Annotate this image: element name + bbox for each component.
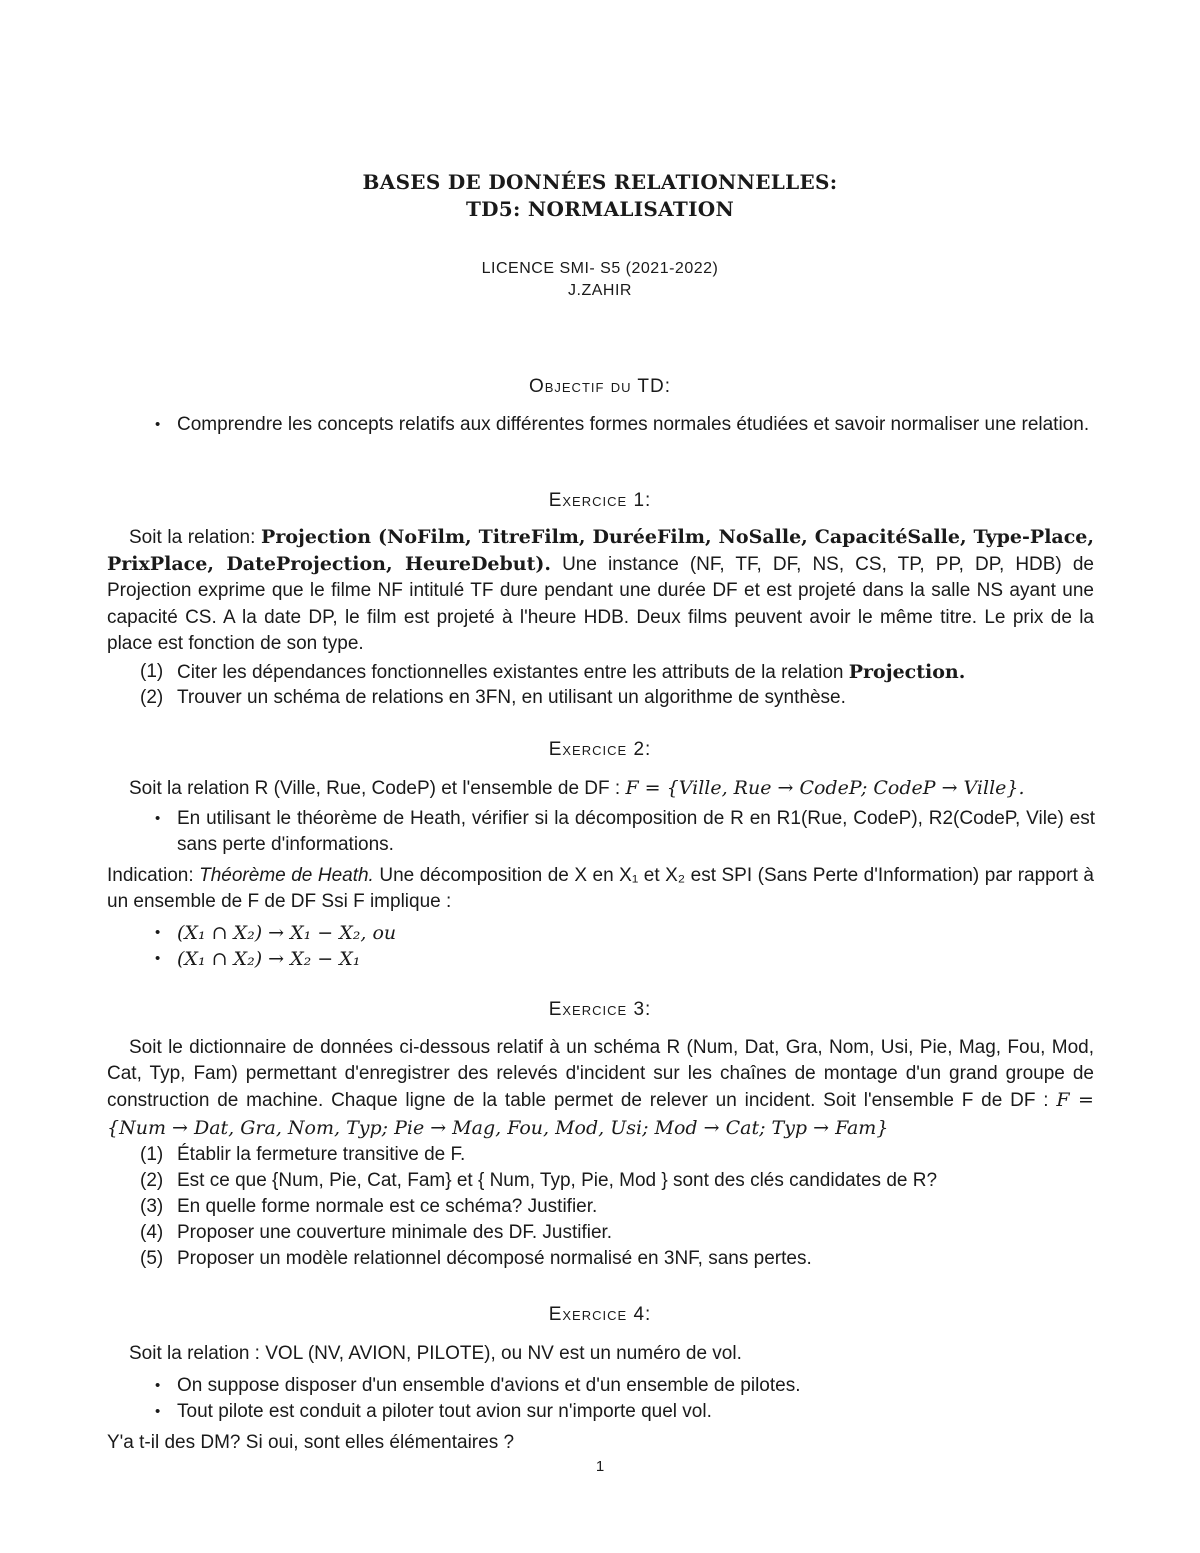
- exercice4-intro: Soit la relation : VOL (NV, AVION, PILOTE), ou NV est un numéro de vol.: [129, 1343, 742, 1364]
- question-label: (4): [140, 1222, 164, 1243]
- exercice1-intro-rest: Une instance (NF, TF, DF, NS, CS, TP, PP, DP, HDB) de Projection exprime que le filme NF intitulé TF dure pendant une durée DF et est projeté dans la salle NS ayant une capacité CS. A la date DP, le film est projeté à l'heure HDB. Deux films peuvent avoir le même titre. Le prix de la place est fonction de son type.: [107, 554, 1094, 654]
- document-title-line2: TD5: NORMALISATION: [465, 197, 735, 221]
- licence-line: LICENCE SMI- S5 (2021-2022): [481, 260, 719, 277]
- indication-italic: Théorème de Heath.: [199, 865, 374, 886]
- exercice2-intro: [107, 775, 1094, 802]
- exercice3-heading: Exercice 3:: [548, 999, 652, 1020]
- exercice2-formula: F = {Ville, Rue → CodeP; CodeP → Ville}.: [625, 777, 1025, 799]
- exercice3-question3: [140, 1194, 1095, 1220]
- question-text: Est ce que {Num, Pie, Cat, Fam} et { Num, Typ, Pie, Mod } sont des clés candidates de R?: [177, 1170, 938, 1191]
- exercice2-bullet: [155, 806, 1095, 858]
- exercice2-indication: [107, 863, 1094, 915]
- exercice3-question4: [140, 1220, 1095, 1246]
- exercice1-question1: [140, 659, 1095, 686]
- author-line: J.ZAHIR: [568, 282, 632, 299]
- question-label: (1): [140, 1144, 164, 1165]
- exercice3-question1: [140, 1142, 1095, 1168]
- exercice4-bullet1-text: On suppose disposer d'un ensemble d'avions et d'un ensemble de pilotes.: [177, 1375, 801, 1396]
- objectif-bullet: [155, 412, 1095, 438]
- question-label: (2): [140, 1170, 164, 1191]
- exercice1-heading: Exercice 1:: [548, 490, 652, 511]
- exercice3-paragraph: [107, 1035, 1094, 1142]
- exercice1-paragraph: [107, 524, 1094, 657]
- exercice2-bullet-text: En utilisant le théorème de Heath, vérifier si la décomposition de R en R1(Rue, CodeP), R2(CodeP, Vile) est sans perte d'informations.: [177, 808, 1095, 856]
- heath-condition-2: [155, 946, 1095, 972]
- exercice2-heading: Exercice 2:: [548, 739, 652, 760]
- question-text: Proposer un modèle relationnel décomposé normalisé en 3NF, sans pertes.: [177, 1248, 812, 1269]
- question-text: Trouver un schéma de relations en 3FN, en utilisant un algorithme de synthèse.: [177, 687, 846, 708]
- objectif-heading: Objectif du TD:: [528, 376, 672, 397]
- exercice3-question5: [140, 1246, 1095, 1272]
- heath-condition-1-text: (X₁ ∩ X₂) → X₁ − X₂, ou: [177, 922, 397, 944]
- question-label: (2): [140, 687, 164, 708]
- bullet-icon: •: [155, 1403, 161, 1420]
- heath-condition-2-text: (X₁ ∩ X₂) → X₂ − X₁: [177, 948, 361, 970]
- bullet-icon: •: [155, 950, 161, 967]
- heath-condition-1: [155, 920, 1095, 946]
- page-number: 1: [595, 1458, 605, 1475]
- question-label: (1): [140, 661, 164, 682]
- indication-rest: Une décomposition de X en X₁ et X₂ est SPI (Sans Perte d'Information) par rapport à un ensemble de F de DF Ssi F implique :: [107, 865, 1094, 913]
- question-label: (3): [140, 1196, 164, 1217]
- exercice3-intro: Soit le dictionnaire de données ci-dessous relatif à un schéma R (Num, Dat, Gra, Nom, Usi, Pie, Mag, Fou, Mod, Cat, Typ, Fam) permettant d'enregistrer des relevés d'incident sur les chaînes de montage d'un grand groupe de construction de machine. Chaque ligne de la table permet de relever un incident. Soit l'ensemble F de DF :: [107, 1037, 1094, 1112]
- exercice4-bullet1: [155, 1373, 1095, 1399]
- exercice3-question2: [140, 1168, 1095, 1194]
- exercice3-formula: F = {Num → Dat, Gra, Nom, Typ; Pie → Mag, Fou, Mod, Usi; Mod → Cat; Typ → Fam}: [107, 1089, 1094, 1139]
- question-text: Citer les dépendances fonctionnelles existantes entre les attributs de la relation: [177, 662, 849, 683]
- exercice1-intro-prefix: Soit la relation:: [129, 527, 262, 548]
- objectif-bullet-text: Comprendre les concepts relatifs aux différentes formes normales étudiées et savoir normaliser une relation.: [177, 414, 1090, 435]
- exercice4-bullet2-text: Tout pilote est conduit a piloter tout avion sur n'importe quel vol.: [177, 1401, 712, 1422]
- question-bold: Projection.: [848, 661, 966, 683]
- bullet-icon: •: [155, 1377, 161, 1394]
- bullet-icon: •: [155, 416, 161, 433]
- question-text: Établir la fermeture transitive de F.: [177, 1144, 466, 1165]
- bullet-icon: •: [155, 924, 161, 941]
- exercice1-question2: [140, 685, 1095, 711]
- question-text: En quelle forme normale est ce schéma? Justifier.: [177, 1196, 598, 1217]
- exercice4-heading: Exercice 4:: [548, 1304, 652, 1325]
- question-text: Proposer une couverture minimale des DF. Justifier.: [177, 1222, 613, 1243]
- exercice4-bullet2: [155, 1399, 1095, 1425]
- exercice4-question: Y'a t-il des DM? Si oui, sont elles élémentaires ?: [107, 1432, 515, 1453]
- bullet-icon: •: [155, 810, 161, 827]
- exercice1-relation: Projection (NoFilm, TitreFilm, DuréeFilm, NoSalle, CapacitéSalle, Type-Place, PrixPlace, DateProjection, HeureDebut).: [107, 526, 1094, 576]
- document-title-line1: BASES DE DONNÉES RELATIONNELLES:: [362, 170, 838, 194]
- exercice2-intro-text: Soit la relation R (Ville, Rue, CodeP) et l'ensemble de DF :: [129, 778, 626, 799]
- question-label: (5): [140, 1248, 164, 1269]
- indication-prefix: Indication:: [107, 865, 200, 886]
